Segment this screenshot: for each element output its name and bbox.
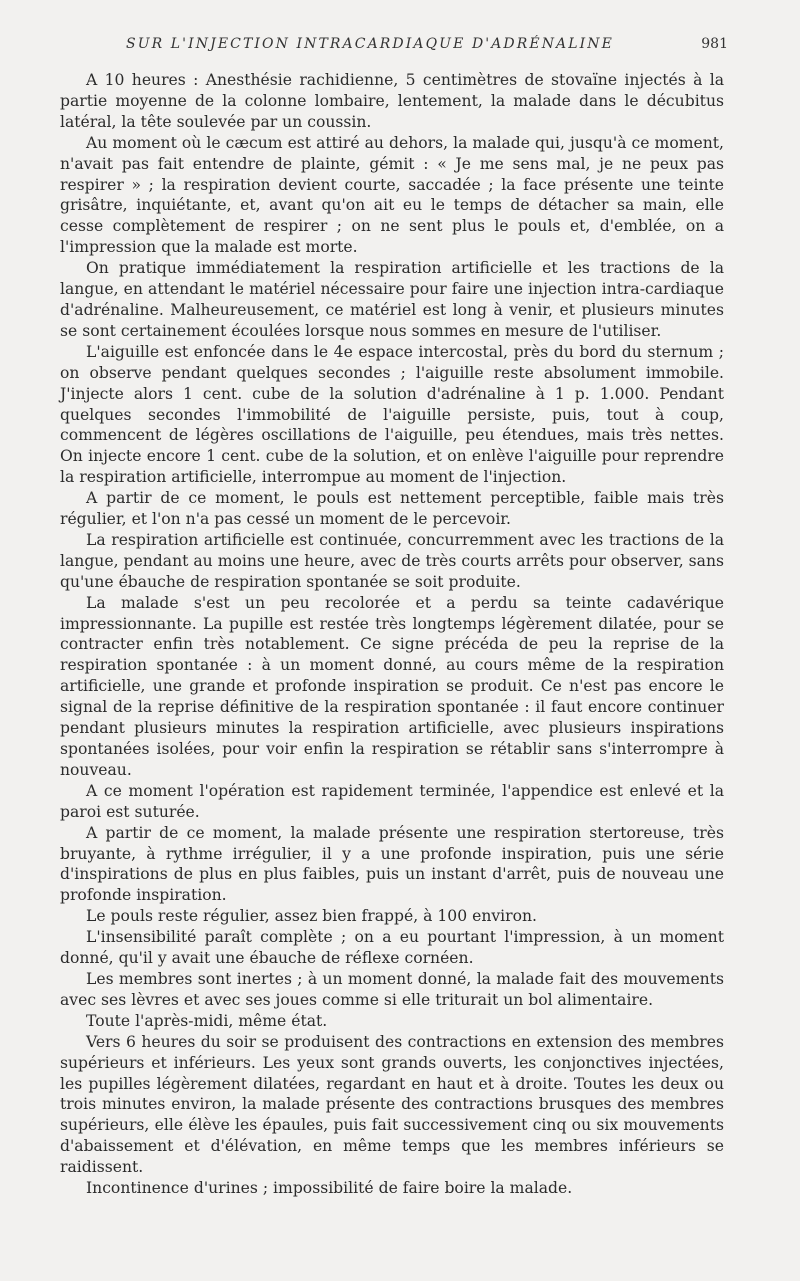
paragraph: L'aiguille est enfoncée dans le 4e espace intercostal, près du bord du sternum ; on observe pendant quelques secondes ; l'aiguille reste absolument immobile. J'injecte alors 1 cent. cube de la solution d'adrénaline à 1 p. 1.000. Pendant quelques secondes l'immobilité de l'aiguille persiste, puis, tout à coup, commencent de légères oscillations de l'aiguille, peu étendues, mais très nettes. On injecte encore 1 cent. cube de la solution, et on enlève l'aiguille pour reprendre la respiration artificielle, interrompue au moment de l'injection. bbox=[60, 342, 724, 487]
paragraph: A 10 heures : Anesthésie rachidienne, 5 centimètres de stovaïne injectés à la partie moyenne de la colonne lombaire, lentement, la malade dans le décubitus latéral, la tête soulevée par un coussin. bbox=[60, 71, 724, 131]
running-title: SUR L'INJECTION INTRACARDIAQUE D'ADRÉNALINE bbox=[126, 36, 614, 52]
page-number: 981 bbox=[701, 36, 728, 52]
paragraph: Au moment où le cæcum est attiré au dehors, la malade qui, jusqu'à ce moment, n'avait pas fait entendre de plainte, gémit : « Je me sens mal, je ne peux pas respirer » ; la respiration devient courte, saccadée ; la face présente une teinte grisâtre, inquiétante, et, avant qu'on ait eu le temps de détacher sa main, elle cesse complètement de respirer ; on ne sent plus le pouls et, d'emblée, on a l'impression que la malade est morte. bbox=[60, 133, 724, 257]
paragraph: Toute l'après-midi, même état. bbox=[86, 1011, 328, 1030]
document-page bbox=[60, 36, 728, 1199]
paragraph: Vers 6 heures du soir se produisent des contractions en extension des membres supérieurs et inférieurs. Les yeux sont grands ouverts, les conjonctives injectées, les pupilles légèrement dilatées, regardant en haut et à droite. Toutes les deux ou trois minutes environ, la malade présente des contractions brusques des membres supérieurs, elle élève les épaules, puis fait successivement cinq ou six mouvements d'abaissement et d'élévation, en même temps que les membres inférieurs se raidissent. bbox=[60, 1032, 724, 1177]
paragraph: A ce moment l'opération est rapidement terminée, l'appendice est enlevé et la paroi est suturée. bbox=[60, 781, 724, 821]
paragraph: La respiration artificielle est continuée, concurremment avec les tractions de la langue, pendant au moins une heure, avec de très courts arrêts pour observer, sans qu'une ébauche de respiration spontanée se soit produite. bbox=[60, 530, 724, 591]
paragraph: A partir de ce moment, la malade présente une respiration stertoreuse, très bruyante, à rythme irrégulier, il y a une profonde inspiration, puis une série d'inspirations de plus en plus faibles, puis un instant d'arrêt, puis de nouveau une profonde inspiration. bbox=[60, 823, 724, 905]
paragraph: A partir de ce moment, le pouls est nettement perceptible, faible mais très régulier, et l'on n'a pas cessé un moment de le percevoir. bbox=[60, 489, 724, 529]
paragraph: Incontinence d'urines ; impossibilité de faire boire la malade. bbox=[86, 1179, 573, 1198]
running-header bbox=[60, 36, 728, 58]
paragraph: Le pouls reste régulier, assez bien frappé, à 100 environ. bbox=[86, 907, 538, 926]
paragraph: L'insensibilité paraît complète ; on a eu pourtant l'impression, à un moment donné, qu'il y avait une ébauche de réflexe cornéen. bbox=[60, 928, 724, 968]
paragraph: La malade s'est un peu recolorée et a perdu sa teinte cadavérique impressionnante. La pupille est restée très longtemps légèrement dilatée, pour se contracter enfin très notablement. Ce signe précéda de peu la reprise de la respiration spontanée : à un moment donné, au cours même de la respiration artificielle, une grande et profonde inspiration se produit. Ce n'est pas encore le signal de la reprise définitive de la respiration spontanée : il faut encore continuer pendant plusieurs minutes la respiration artificielle, avec plusieurs inspirations spontanées isolées, pour voir enfin la respiration se rétablir sans s'interrompre à nouveau. bbox=[60, 593, 724, 779]
body-text bbox=[60, 70, 724, 1199]
paragraph: On pratique immédiatement la respiration artificielle et les tractions de la langue, en attendant le matériel nécessaire pour faire une injection intra-cardiaque d'adrénaline. Malheureusement, ce matériel est long à venir, et plusieurs minutes se sont certainement écoulées lorsque nous sommes en mesure de l'utiliser. bbox=[60, 259, 724, 340]
paragraph: Les membres sont inertes ; à un moment donné, la malade fait des mouvements avec ses lèvres et avec ses joues comme si elle triturait un bol alimentaire. bbox=[60, 969, 724, 1009]
